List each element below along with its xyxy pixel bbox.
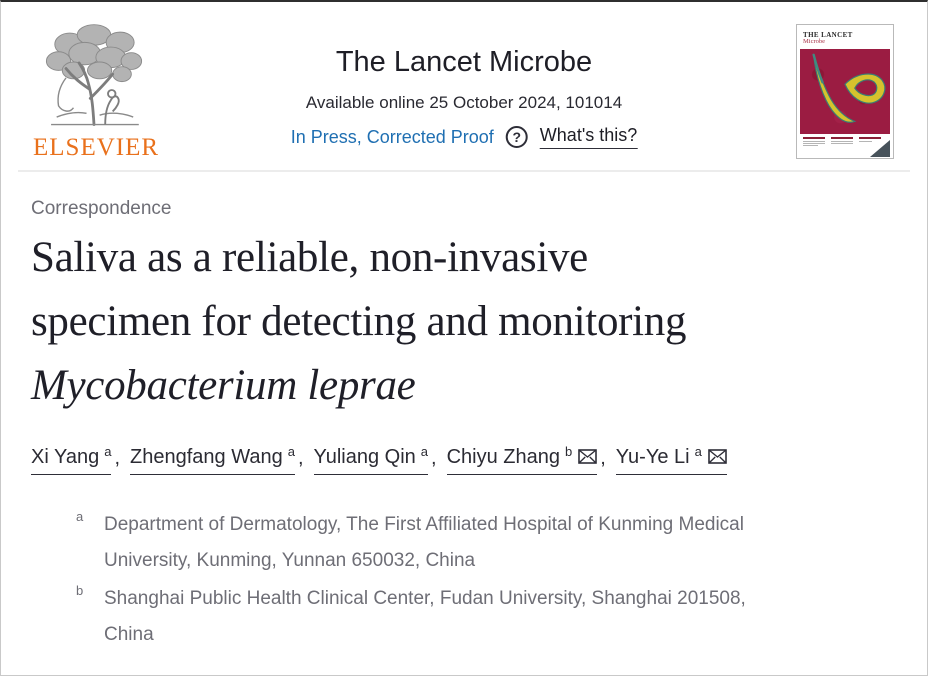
journal-cover-thumbnail[interactable] (796, 24, 894, 159)
author-link-yuliang-qin[interactable] (314, 446, 429, 475)
journal-title[interactable]: The Lancet Microbe (335, 46, 593, 78)
article-type-label: Correspondence (31, 198, 172, 219)
cover-subbrand: Microbe (803, 38, 826, 45)
affiliation-b (31, 581, 897, 653)
paper-title-line2: specimen for detecting and monitoring (31, 298, 687, 345)
author-affiliation-sup: a (420, 444, 429, 459)
author-separator: , (114, 447, 120, 469)
in-press-link[interactable]: In Press, Corrected Proof (290, 126, 494, 147)
envelope-icon (708, 449, 727, 464)
author-separator: , (431, 447, 437, 469)
availability-date: Available online 25 October 2024, 101014 (305, 93, 623, 112)
author-name: Zhengfang Wang (130, 446, 283, 468)
paper-title-line1: Saliva as a reliable, non-invasive (31, 234, 588, 281)
affiliation-line: University, Kunming, Yunnan 650032, China (104, 550, 476, 571)
author-affiliation-sup: a (694, 444, 702, 459)
author-link-zhengfang-wang[interactable] (130, 446, 295, 475)
bacteria-illustration-icon (800, 49, 890, 132)
author-list (31, 446, 897, 475)
help-icon[interactable]: ? (506, 126, 528, 148)
elsevier-wordmark: ELSEVIER (33, 134, 160, 161)
affiliation-list (31, 507, 897, 653)
author-affiliation-sup: a (104, 444, 112, 459)
author-name: Yuliang Qin (313, 446, 416, 468)
author-link-chiyu-zhang[interactable] (447, 446, 598, 475)
cover-masthead (800, 28, 890, 49)
paper-title (31, 226, 897, 418)
elsevier-tree-icon (38, 20, 150, 132)
whats-this-link[interactable]: What's this? (540, 125, 637, 149)
author-link-yu-ye-li[interactable] (616, 446, 727, 475)
author-separator: , (600, 447, 606, 469)
affiliation-text (104, 581, 746, 653)
status-row (291, 125, 638, 149)
affiliation-a (31, 507, 897, 579)
author-affiliation-sup: a (287, 444, 295, 459)
affiliation-label: a (76, 509, 84, 524)
envelope-icon (578, 449, 597, 464)
cover-brand: THE LANCET (803, 31, 853, 39)
affiliation-line: Department of Dermatology, The First Affiliated Hospital of Kunming Medical (104, 514, 744, 535)
cover-image (800, 49, 890, 134)
affiliation-line: China (104, 624, 154, 645)
author-name: Xi Yang (31, 446, 100, 468)
affiliation-line: Shanghai Public Health Clinical Center, Fudan University, Shanghai 201508, (104, 588, 746, 609)
author-separator: , (297, 447, 304, 469)
elsevier-logo[interactable] (33, 20, 160, 162)
affiliation-label: b (76, 583, 84, 598)
author-link-xi-yang[interactable] (31, 446, 111, 475)
paper-title-species-italic: Mycobacterium leprae (31, 362, 416, 409)
author-name: Yu-Ye Li (615, 446, 690, 468)
author-affiliation-sup: b (565, 444, 573, 459)
author-name: Chiyu Zhang (446, 446, 560, 468)
affiliation-text (104, 507, 744, 579)
cover-footer-columns (800, 134, 890, 157)
publisher-header (1, 2, 927, 170)
journal-header (291, 46, 638, 149)
article-block (1, 172, 927, 653)
